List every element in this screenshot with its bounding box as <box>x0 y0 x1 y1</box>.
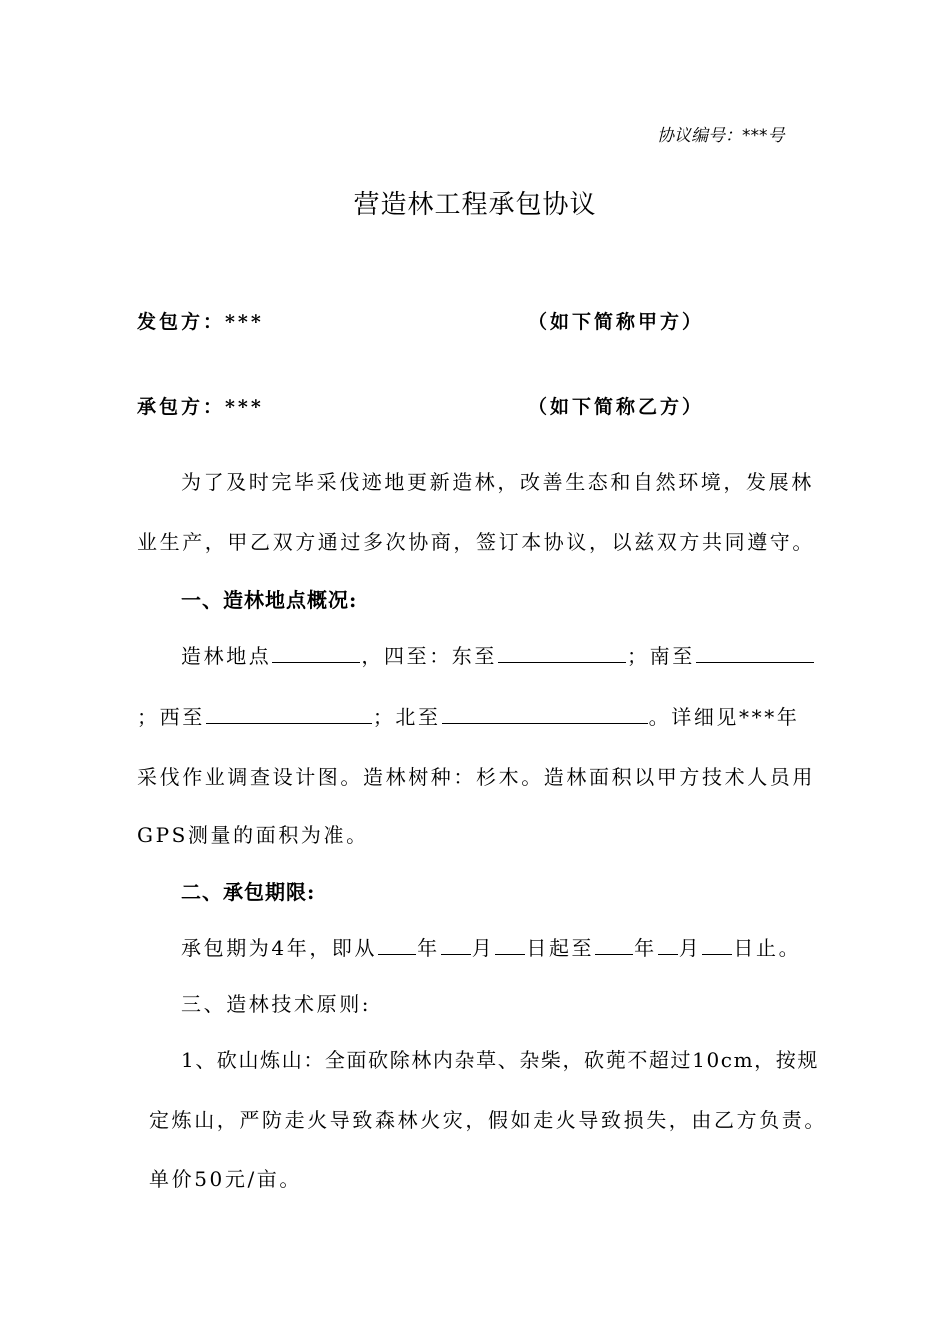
intro-line-2: 业生产，甲乙双方通过多次协商，签订本协议，以兹双方共同遵守。 <box>137 530 815 554</box>
intro-line-1: 为了及时完毕采伐迹地更新造林，改善生态和自然环境，发展林 <box>181 470 814 494</box>
item-1-line-1: 1、砍山炼山：全面砍除林内杂草、杂柴，砍蔸不超过10cm，按规 <box>181 1048 819 1072</box>
section-3-heading: 三、造林技术原则: <box>181 992 372 1016</box>
start-day-blank <box>495 934 525 955</box>
start-year-label: 年 <box>417 936 440 960</box>
end-month-label: 月 <box>678 936 702 960</box>
agreement-number: 协议编号：***号 <box>657 126 785 146</box>
start-year-blank <box>378 934 416 955</box>
section-2-heading: 二、承包期限: <box>181 880 316 904</box>
term-line <box>181 934 801 962</box>
term-prefix: 承包期为4年，即从 <box>181 936 378 960</box>
section-1-line-1 <box>181 642 815 670</box>
section-1-heading: 一、造林地点概况: <box>181 588 358 612</box>
item-1-line-3: 单价50元/亩。 <box>149 1167 302 1191</box>
party-b-label: 承包方：*** <box>137 396 264 418</box>
west-label: ；西至 <box>137 705 205 729</box>
section-1-line-4: GPS测量的面积为准。 <box>137 823 369 847</box>
start-month-label: 月 <box>471 936 495 960</box>
reference-text: 。详细见***年 <box>648 705 800 729</box>
section-1-line-2 <box>137 703 799 731</box>
east-blank <box>498 642 626 663</box>
end-day-label: 日止。 <box>733 936 802 960</box>
party-b-note: （如下简称乙方） <box>528 396 705 418</box>
west-blank <box>206 703 372 724</box>
document-title: 营造林工程承包协议 <box>353 190 597 220</box>
south-label: ；南至 <box>627 644 695 668</box>
party-a-note: （如下简称甲方） <box>528 311 705 333</box>
item-1-line-2: 定炼山，严防走火导致森林火灾，假如走火导致损失，由乙方负责。 <box>149 1108 827 1132</box>
start-day-label: 日起至 <box>526 936 595 960</box>
party-a-label: 发包方：*** <box>137 311 264 333</box>
end-year-blank <box>595 934 633 955</box>
location-blank <box>272 642 360 663</box>
end-year-label: 年 <box>634 936 657 960</box>
end-day-blank <box>702 934 732 955</box>
north-blank <box>442 703 648 724</box>
section-1-line-3: 采伐作业调查设计图。造林树种：杉木。造林面积以甲方技术人员用 <box>137 765 815 789</box>
end-month-blank <box>658 934 678 955</box>
south-blank <box>696 642 814 663</box>
location-label: 造林地点 <box>181 644 272 668</box>
start-month-blank <box>441 934 471 955</box>
north-label: ；北至 <box>372 705 441 729</box>
east-label: ，四至：东至 <box>361 644 498 668</box>
